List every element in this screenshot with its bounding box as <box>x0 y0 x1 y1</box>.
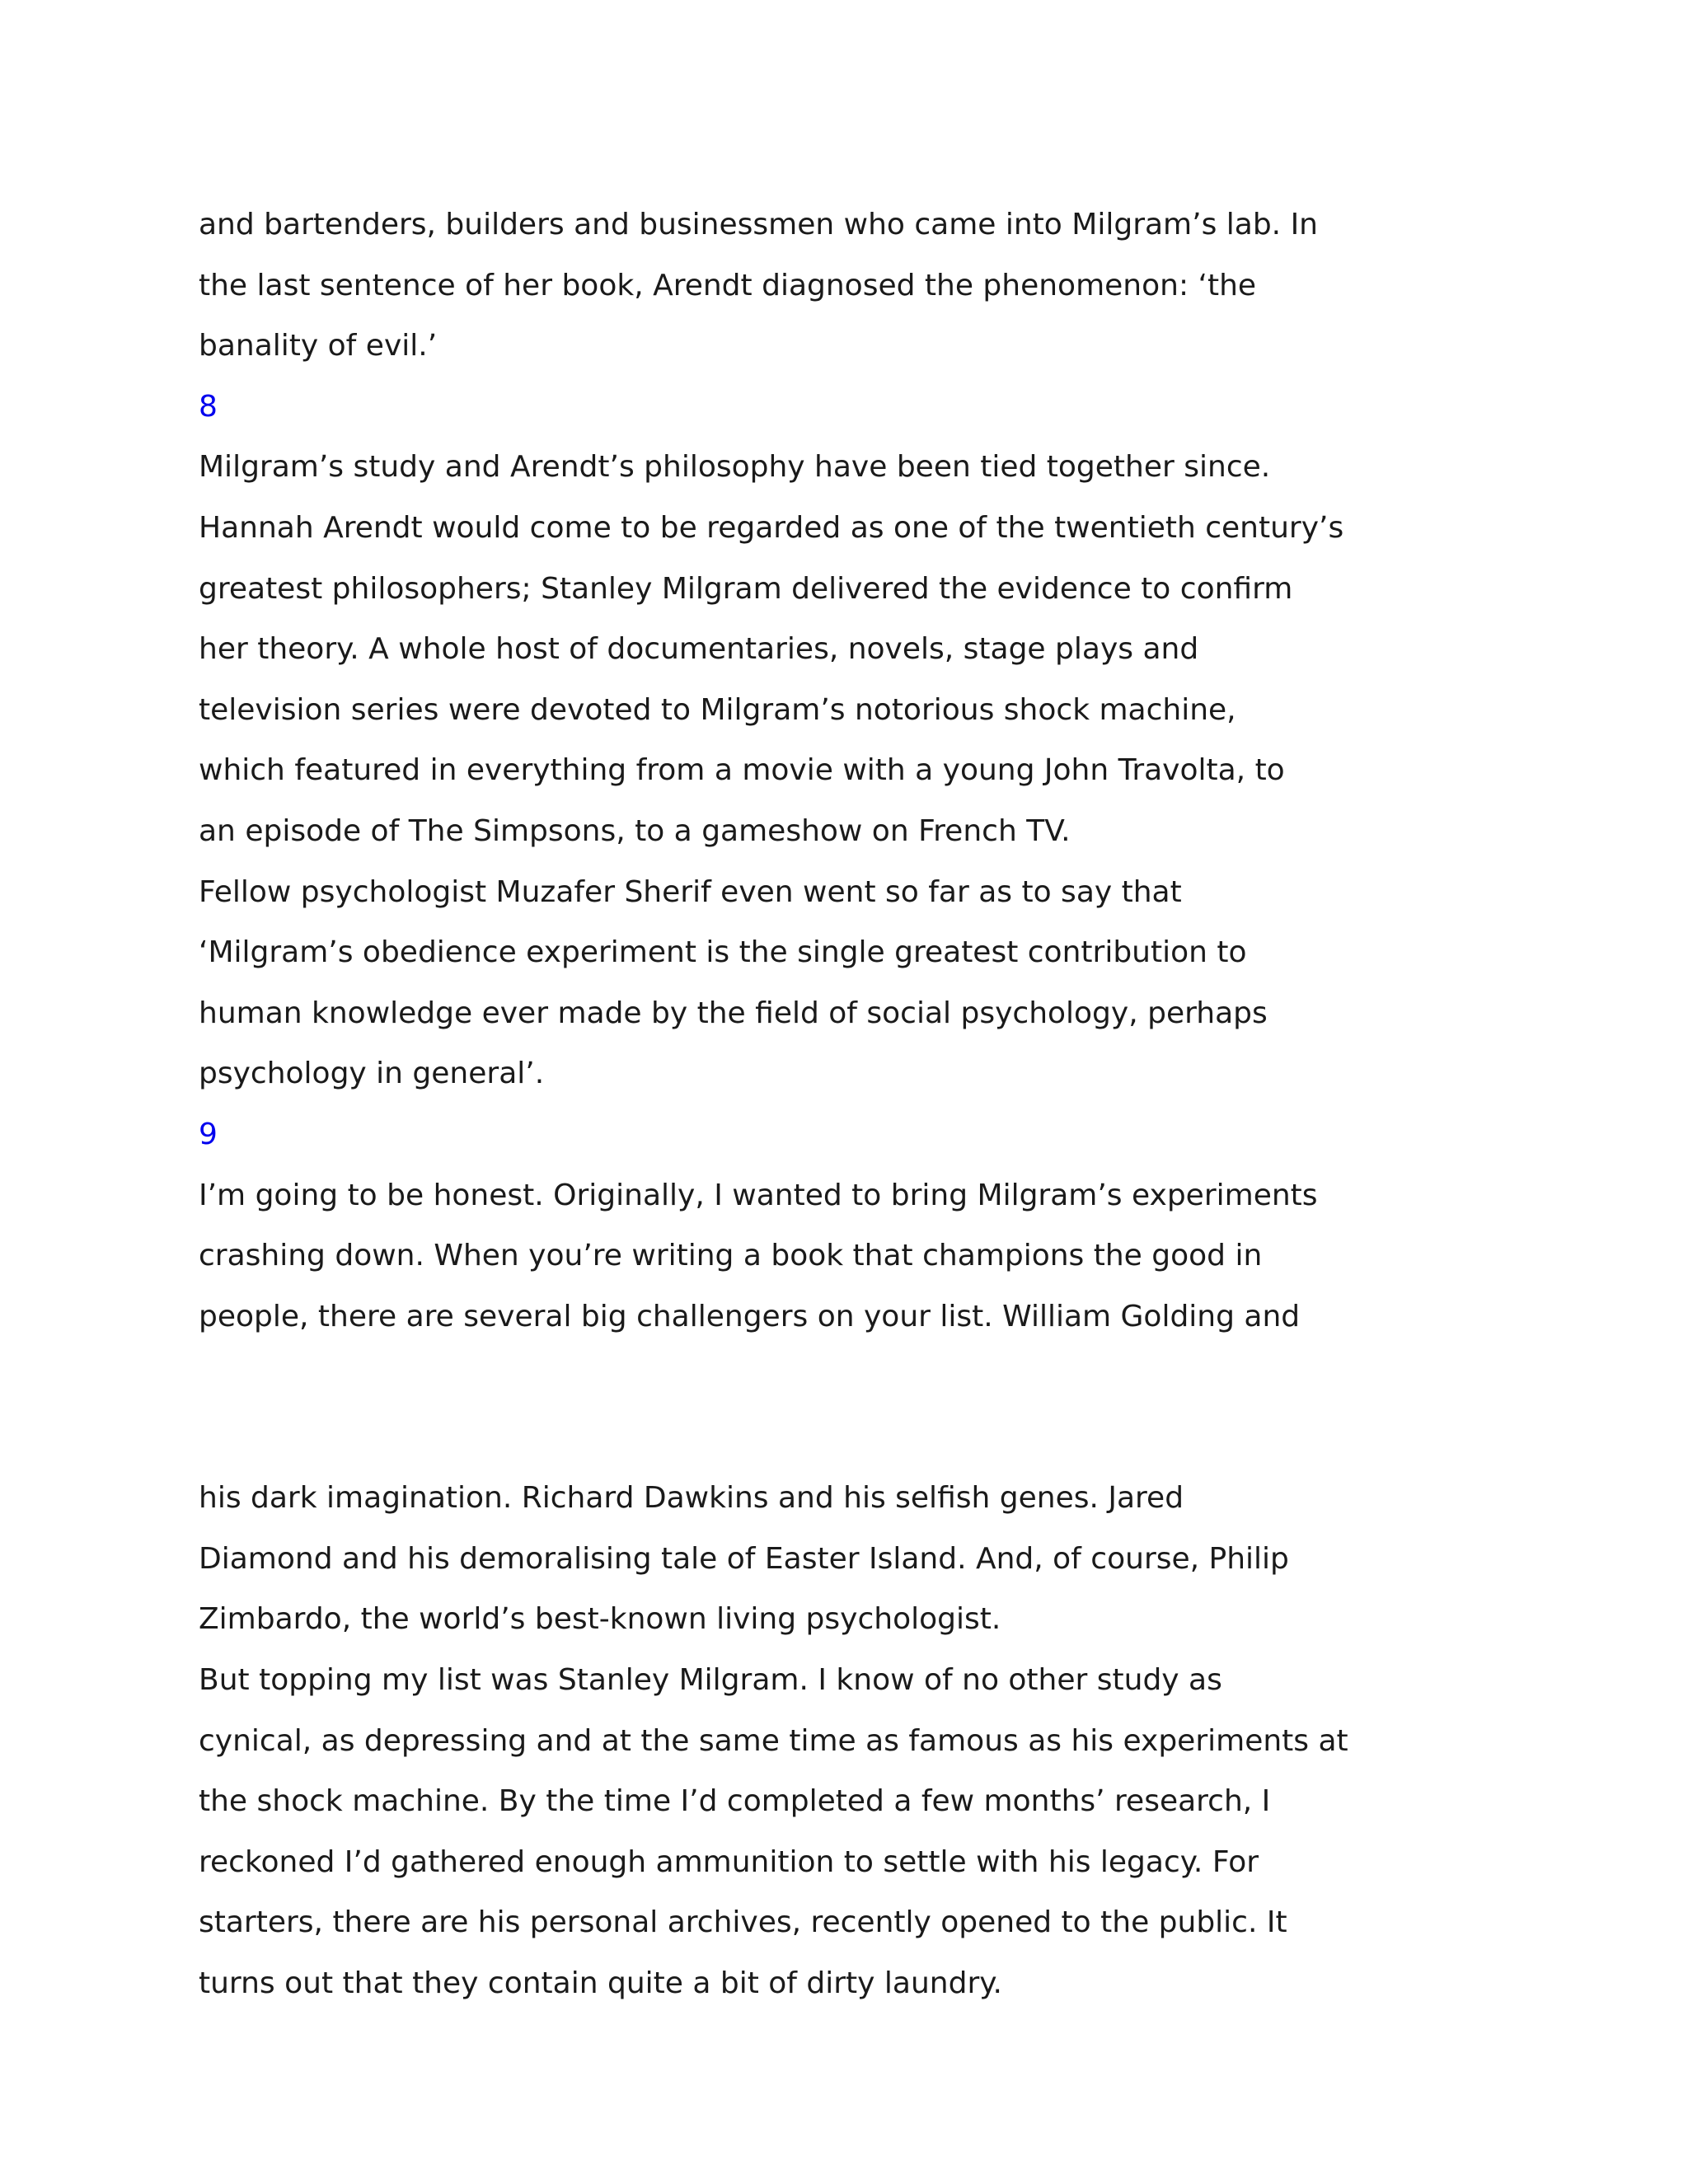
text-line: greatest philosophers; Stanley Milgram delivered the evidence to confirm <box>199 571 1293 606</box>
text-line: banality of evil.’ <box>199 329 438 363</box>
paragraph-sherif-quote <box>199 862 1435 1104</box>
paragraph-honest-intro <box>199 1165 1435 1347</box>
text-line: starters, there are his personal archives, recently opened to the public. It <box>199 1905 1287 1940</box>
text-line: Fellow psychologist Muzafer Sherif even went so far as to say that <box>199 874 1182 909</box>
text-line: her theory. A whole host of documentaries, novels, stage plays and <box>199 632 1199 667</box>
text-line: and bartenders, builders and businessmen who came into Milgram’s lab. In <box>199 208 1318 241</box>
footnote-link-9[interactable]: 9 <box>199 1117 218 1151</box>
text-line: which featured in everything from a movie with a young John Travolta, to <box>199 753 1285 788</box>
document-page <box>199 194 1435 2014</box>
text-line: crashing down. When you’re writing a book that champions the good in <box>199 1239 1263 1273</box>
text-line: the last sentence of her book, Arendt diagnosed the phenomenon: ‘the <box>199 268 1257 302</box>
paragraph-milgram-arendt <box>199 437 1435 861</box>
text-line: human knowledge ever made by the field of social psychology, perhaps <box>199 996 1268 1030</box>
text-line: ‘Milgram’s obedience experiment is the single greatest contribution to <box>199 935 1247 970</box>
paragraph-challengers <box>199 1468 1435 1650</box>
text-line: turns out that they contain quite a bit of dirty laundry. <box>199 1966 1002 2001</box>
text-line: psychology in general’. <box>199 1057 545 1091</box>
text-line: I’m going to be honest. Originally, I wanted to bring Milgram’s experiments <box>199 1178 1318 1212</box>
text-line: Diamond and his demoralising tale of Easter Island. And, of course, Philip <box>199 1541 1289 1576</box>
page-break-gap <box>199 1347 1435 1468</box>
text-line: Milgram’s study and Arendt’s philosophy have been tied together since. <box>199 450 1271 485</box>
text-line: the shock machine. By the time I’d completed a few months’ research, I <box>199 1784 1271 1819</box>
text-line: his dark imagination. Richard Dawkins and his selfish genes. Jared <box>199 1481 1184 1516</box>
text-line: an episode of The Simpsons, to a gameshow on French TV. <box>199 813 1071 848</box>
text-line: television series were devoted to Milgram’s notorious shock machine, <box>199 692 1236 727</box>
text-line: cynical, as depressing and at the same time as famous as his experiments at <box>199 1723 1348 1758</box>
text-line: Zimbardo, the world’s best-known living psychologist. <box>199 1602 1001 1637</box>
text-line: reckoned I’d gathered enough ammunition to settle with his legacy. For <box>199 1844 1259 1879</box>
text-line: people, there are several big challengers on your list. William Golding and <box>199 1299 1301 1333</box>
text-line: But topping my list was Stanley Milgram. I know of no other study as <box>199 1663 1222 1698</box>
paragraph-topping-list <box>199 1650 1435 2014</box>
text-line: Hannah Arendt would come to be regarded as one of the twentieth century’s <box>199 510 1344 545</box>
footnote-link-8[interactable]: 8 <box>199 389 218 424</box>
paragraph-arendt-banality <box>199 194 1435 377</box>
